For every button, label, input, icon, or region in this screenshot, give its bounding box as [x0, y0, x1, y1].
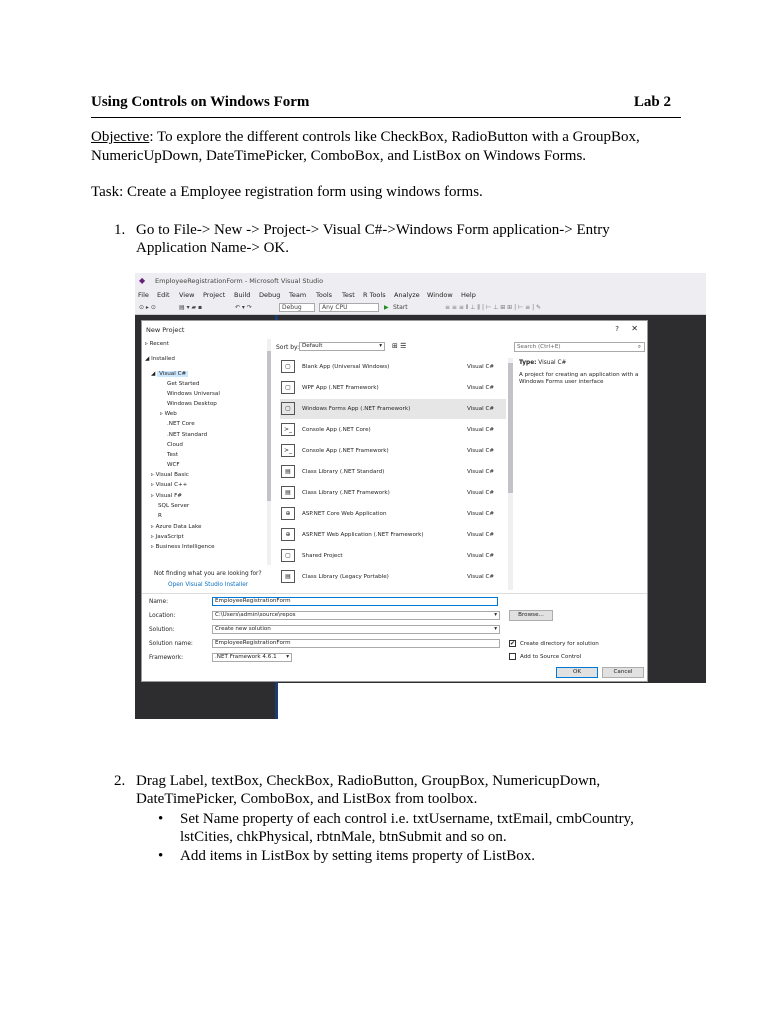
- template-item[interactable]: [280, 378, 506, 398]
- location-select[interactable]: C:\Users\admin\source\repos ▾: [212, 611, 500, 620]
- vs-toolbar: [135, 301, 706, 315]
- browse-button[interactable]: Browse...: [509, 610, 553, 621]
- template-language: Visual C#: [467, 469, 495, 475]
- menu-tools[interactable]: Tools: [316, 291, 333, 299]
- bullet-marker: •: [158, 811, 164, 827]
- template-name: WPF App (.NET Framework): [302, 385, 379, 391]
- document-header: [91, 94, 681, 118]
- template-name: ASP.NET Web Application (.NET Framework): [302, 532, 424, 538]
- tree-item-visual-basic[interactable]: ▹ Visual Basic: [151, 472, 189, 478]
- step-number: 2.: [114, 773, 126, 789]
- solution-label: Solution:: [149, 627, 175, 633]
- menu-analyze[interactable]: Analyze: [394, 291, 420, 299]
- tree-item-cloud[interactable]: Cloud: [167, 442, 183, 448]
- type-value: Visual C#: [538, 360, 567, 366]
- menu-window[interactable]: Window: [427, 291, 453, 299]
- console-app-icon: >_: [281, 423, 295, 436]
- class-library-icon: ▤: [281, 570, 295, 583]
- tree-item-visual-cpp[interactable]: ▹ Visual C++: [151, 482, 188, 488]
- tree-item-azure-data-lake[interactable]: ▹ Azure Data Lake: [151, 524, 202, 530]
- tree-item-r[interactable]: R: [158, 513, 162, 519]
- bullet-marker: •: [158, 848, 164, 864]
- menu-project[interactable]: Project: [203, 291, 226, 299]
- class-library-icon: ▤: [281, 486, 295, 499]
- objective-paragraph: [91, 128, 671, 166]
- template-name: Windows Forms App (.NET Framework): [302, 406, 411, 412]
- template-name: ASP.NET Core Web Application: [302, 511, 387, 517]
- template-language: Visual C#: [467, 448, 495, 454]
- windows-forms-app-icon: ▢: [281, 402, 295, 415]
- template-item[interactable]: [280, 567, 506, 587]
- template-scrollbar-thumb[interactable]: [508, 363, 513, 493]
- cancel-button[interactable]: Cancel: [602, 667, 644, 678]
- template-language: Visual C#: [467, 511, 495, 517]
- globe-icon: ⊕: [281, 528, 295, 541]
- step-number: 1.: [114, 222, 126, 238]
- search-input[interactable]: Search (Ctrl+E) ⌕: [514, 342, 645, 352]
- undo-redo-icon[interactable]: ↶ ▾ ↷: [235, 304, 252, 311]
- objective-text: : To explore the different controls like CheckBox, RadioButton with a GroupBox, NumericUpDown, DateTimePicker, ComboBox, and ListBox on Windows Forms.: [91, 129, 640, 164]
- template-language: Visual C#: [467, 385, 495, 391]
- location-label: Location:: [149, 613, 176, 619]
- template-name: Console App (.NET Framework): [302, 448, 389, 454]
- menu-view[interactable]: View: [179, 291, 195, 299]
- visual-studio-screenshot: [135, 273, 706, 719]
- template-name: Shared Project: [302, 553, 343, 559]
- sort-by-label: Sort by:: [276, 344, 300, 351]
- template-item[interactable]: [280, 420, 506, 440]
- template-language: Visual C#: [467, 553, 495, 559]
- template-language: Visual C#: [467, 406, 495, 412]
- menu-file[interactable]: File: [138, 291, 149, 299]
- type-label: Type:: [519, 360, 537, 366]
- class-library-icon: ▤: [281, 465, 295, 478]
- wpf-app-icon: ▢: [281, 381, 295, 394]
- tree-item-visual-csharp[interactable]: ◢ Visual C#: [151, 371, 187, 377]
- new-project-dialog: [141, 320, 648, 682]
- template-item[interactable]: [280, 462, 506, 482]
- visual-studio-logo-icon: ◆: [139, 276, 146, 285]
- tree-item-net-standard[interactable]: .NET Standard: [167, 432, 208, 438]
- configuration-select[interactable]: Debug: [279, 303, 315, 312]
- console-app-icon: >_: [281, 444, 295, 457]
- template-language: Visual C#: [467, 532, 495, 538]
- add-source-control-checkbox[interactable]: Add to Source Control: [509, 653, 581, 660]
- tree-item-visual-fsharp[interactable]: ▹ Visual F#: [151, 493, 182, 499]
- template-name: Console App (.NET Core): [302, 427, 371, 433]
- template-item[interactable]: [280, 546, 506, 566]
- type-info: [519, 360, 566, 366]
- sort-by-select[interactable]: Default ▾: [299, 342, 385, 351]
- view-mode-icons[interactable]: ⊞ ☰: [392, 342, 407, 350]
- solution-select[interactable]: Create new solution ▾: [212, 625, 500, 634]
- bullet-text: Add items in ListBox by setting items property of ListBox.: [180, 848, 535, 864]
- tree-item-get-started[interactable]: Get Started: [167, 381, 200, 387]
- dialog-separator: [142, 593, 647, 594]
- task-paragraph: Task: Create a Employee registration form using windows forms.: [91, 184, 483, 200]
- tree-item-windows-desktop[interactable]: Windows Desktop: [167, 401, 217, 407]
- lab-number: Lab 2: [633, 94, 671, 110]
- globe-icon: ⊕: [281, 507, 295, 520]
- menu-debug[interactable]: Debug: [259, 291, 281, 299]
- template-language: Visual C#: [467, 574, 495, 580]
- chevron-down-icon: ▾: [379, 343, 382, 349]
- solution-name-label: Solution name:: [149, 641, 193, 647]
- back-forward-icon[interactable]: ⊙ ▸ ⊙: [139, 304, 156, 311]
- create-directory-checkbox[interactable]: ✔ Create directory for solution: [510, 640, 599, 647]
- tree-item-test[interactable]: Test: [167, 452, 179, 458]
- blank-app-icon: ▢: [281, 360, 295, 373]
- dialog-title: New Project: [146, 326, 185, 334]
- template-name: Class Library (Legacy Portable): [302, 574, 389, 580]
- template-name: Blank App (Universal Windows): [302, 364, 390, 370]
- vs-title-bar: [135, 273, 706, 289]
- template-language: Visual C#: [467, 427, 495, 433]
- start-play-icon[interactable]: ▶: [384, 304, 389, 311]
- chevron-down-icon: ▾: [286, 654, 289, 660]
- menu-edit[interactable]: Edit: [157, 291, 170, 299]
- tree-item-net-core[interactable]: .NET Core: [167, 421, 195, 427]
- menu-test[interactable]: Test: [342, 291, 355, 299]
- tree-item-installed[interactable]: ◢ Installed: [145, 356, 175, 362]
- type-description: A project for creating an application with a Windows Forms user interface: [519, 372, 639, 385]
- tree-item-recent[interactable]: ▹ Recent: [145, 341, 169, 347]
- step-text: Go to File-> New -> Project-> Visual C#->Windows Form application-> Entry Application Name-> OK.: [136, 222, 610, 256]
- template-name: Class Library (.NET Standard): [302, 469, 385, 475]
- template-item[interactable]: [280, 441, 506, 461]
- chevron-down-icon: ▾: [494, 612, 497, 618]
- template-item[interactable]: [280, 483, 506, 503]
- template-tree: [145, 339, 265, 565]
- search-icon: ⌕: [637, 344, 641, 350]
- shared-project-icon: ▢: [281, 549, 295, 562]
- tree-item-sql-server[interactable]: SQL Server: [158, 503, 190, 509]
- layout-toolbar-icons[interactable]: ≡ ≡ ≡ ⫴ ⊥ ⫼ | ⊢ ⊥ ⊞ ⊞ | ⊢ ≡ | ✎: [445, 304, 542, 311]
- help-button[interactable]: ?: [615, 325, 619, 333]
- start-button[interactable]: Start: [393, 304, 408, 311]
- close-icon[interactable]: ✕: [631, 324, 638, 333]
- framework-select[interactable]: .NET Framework 4.6.1 ▾: [212, 653, 292, 662]
- template-item[interactable]: [280, 504, 506, 524]
- vs-window-title: EmployeeRegistrationForm - Microsoft Visual Studio: [155, 277, 324, 285]
- objective-label: Objective: [91, 129, 150, 145]
- solution-name-input[interactable]: EmployeeRegistrationForm: [212, 639, 500, 648]
- step-text: Drag Label, textBox, CheckBox, RadioButton, GroupBox, NumericupDown, DateTimePicker, ComboBox, and ListBox from toolbox.: [136, 773, 601, 807]
- template-item-selected[interactable]: [280, 399, 506, 419]
- template-item[interactable]: [280, 357, 506, 377]
- tree-item-business-intelligence[interactable]: ▹ Business Intelligence: [151, 544, 215, 550]
- checkmark-icon: ✔: [510, 640, 516, 647]
- menu-r-tools[interactable]: R Tools: [363, 291, 386, 299]
- tree-item-wcf[interactable]: WCF: [167, 462, 180, 468]
- vs-menu-bar: [135, 289, 706, 301]
- tree-item-web[interactable]: ▹ Web: [160, 411, 177, 417]
- template-name: Class Library (.NET Framework): [302, 490, 390, 496]
- vs-editor-area: [278, 683, 706, 719]
- template-item[interactable]: [280, 525, 506, 545]
- chevron-down-icon: ▾: [494, 626, 497, 632]
- tree-item-javascript[interactable]: ▹ JavaScript: [151, 534, 184, 540]
- framework-label: Framework:: [149, 655, 184, 661]
- template-language: Visual C#: [467, 364, 495, 370]
- name-label: Name:: [149, 599, 169, 605]
- menu-build[interactable]: Build: [234, 291, 251, 299]
- template-language: Visual C#: [467, 490, 495, 496]
- document-title: Using Controls on Windows Form: [91, 94, 310, 110]
- not-finding-text: Not finding what you are looking for?: [154, 571, 262, 577]
- menu-help[interactable]: Help: [461, 291, 476, 299]
- bullet-text: Set Name property of each control i.e. txtUsername, txtEmail, cmbCountry, lstCities, chkPhysical, rbtnMale, btnSubmit and so on.: [180, 811, 634, 845]
- project-name-input[interactable]: EmployeeRegistrationForm: [212, 597, 498, 606]
- platform-select[interactable]: Any CPU: [319, 303, 379, 312]
- ok-button[interactable]: OK: [556, 667, 598, 678]
- new-project-icon[interactable]: ▤ ▾ ▰ ▪: [179, 304, 203, 311]
- tree-item-windows-universal[interactable]: Windows Universal: [167, 391, 220, 397]
- open-installer-link[interactable]: Open Visual Studio Installer: [168, 582, 249, 588]
- menu-team[interactable]: Team: [289, 291, 307, 299]
- tree-scrollbar-thumb[interactable]: [267, 351, 271, 501]
